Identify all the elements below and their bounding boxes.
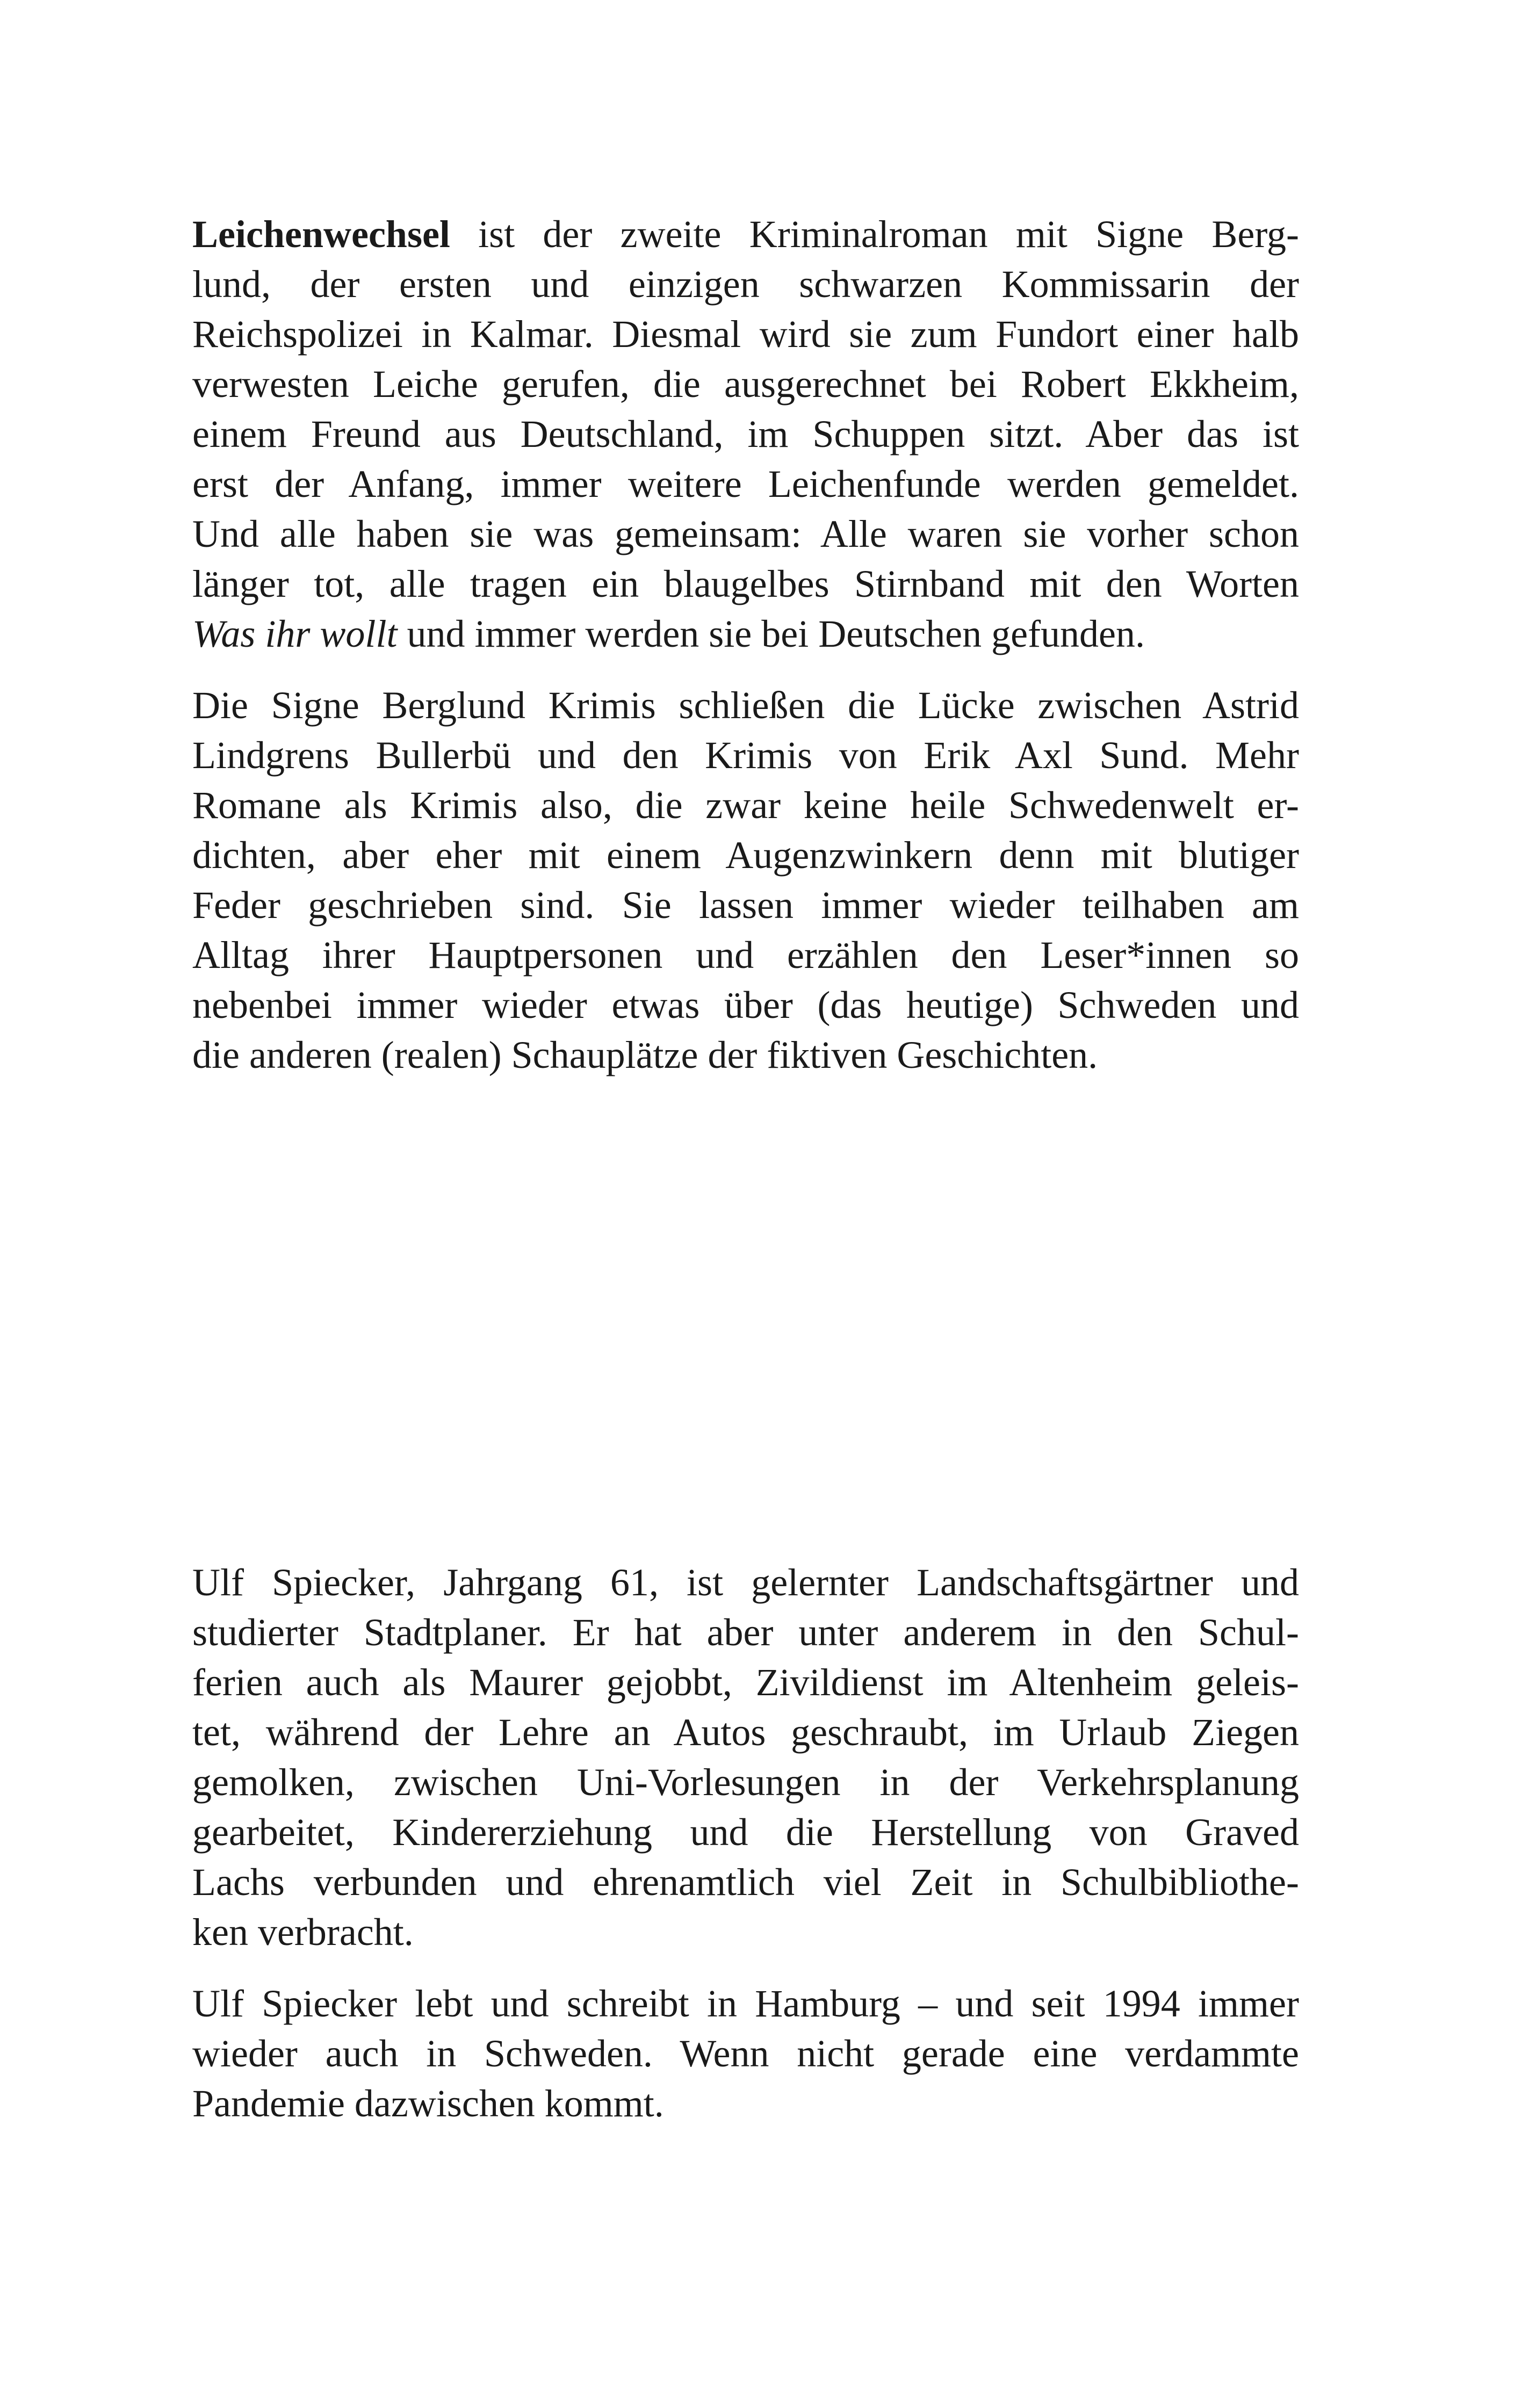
text-line: einem Freund aus Deutschland, im Schuppen sitzt. Aber das ist [192, 413, 1299, 455]
text-line: Ulf Spiecker, Jahrgang 61, ist gelernter Landschaftsgärtner und [192, 1561, 1299, 1604]
text-line: Pandemie dazwischen kommt. [192, 2082, 664, 2125]
text-line: Lindgrens Bullerbü und den Krimis von Erik Axl Sund. Mehr [192, 734, 1299, 777]
text-line: studierter Stadtplaner. Er hat aber unter anderem in den Schul- [192, 1611, 1299, 1654]
text-line: Romane als Krimis also, die zwar keine heile Schwedenwelt er- [192, 784, 1299, 827]
text-line: Feder geschrieben sind. Sie lassen immer wieder teilhaben am [192, 884, 1299, 927]
text-line: verwesten Leiche gerufen, die ausgerechnet bei Robert Ekkheim, [192, 363, 1299, 406]
book-title: Leichenwechsel [192, 213, 450, 256]
text-line: Alltag ihrer Hauptpersonen und erzählen den Leser*innen so [192, 934, 1299, 977]
bio-paragraph-1 [192, 1558, 1299, 1957]
text-line: länger tot, alle tragen ein blaugelbes Stirnband mit den Worten [192, 562, 1299, 605]
text-line: nebenbei immer wieder etwas über (das heutige) Schweden und [192, 984, 1299, 1026]
text-line: tet, während der Lehre an Autos geschraubt, im Urlaub Ziegen [192, 1711, 1299, 1754]
text-line: Die Signe Berglund Krimis schließen die Lücke zwischen Astrid [192, 684, 1299, 727]
book-blurb [192, 209, 1299, 1102]
text-line: ken verbracht. [192, 1911, 414, 1954]
text-line: dichten, aber eher mit einem Augenzwinkern denn mit blutiger [192, 834, 1299, 877]
text-line: lund, der ersten und einzigen schwarzen Kommissarin der [192, 263, 1299, 306]
text-line: die anderen (realen) Schauplätze der fiktiven Geschichten. [192, 1033, 1098, 1076]
blurb-paragraph-1 [192, 209, 1299, 659]
text-line: Und alle haben sie was gemeinsam: Alle waren sie vorher schon [192, 512, 1299, 555]
text-line: Leichenwechsel ist der zweite Kriminalroman mit Signe Berg- [192, 213, 1299, 256]
text-line: erst der Anfang, immer weitere Leichenfunde werden gemeldet. [192, 462, 1299, 505]
text-line: Ulf Spiecker lebt und schreibt in Hamburg – und seit 1994 immer [192, 1982, 1299, 2025]
text-line: gemolken, zwischen Uni-Vorlesungen in der Verkehrsplanung [192, 1761, 1299, 1804]
blurb-paragraph-2 [192, 681, 1299, 1080]
author-bio [192, 1558, 1299, 2150]
text-line: ferien auch als Maurer gejobbt, Zivildienst im Altenheim geleis- [192, 1661, 1299, 1704]
text-line: Reichspolizei in Kalmar. Diesmal wird sie zum Fundort einer halb [192, 313, 1299, 356]
text-line: gearbeitet, Kindererziehung und die Herstellung von Graved [192, 1811, 1299, 1854]
text-line: Lachs verbunden und ehrenamtlich viel Zeit in Schulbibliothe- [192, 1861, 1299, 1904]
italic-quote: Was ihr wollt [192, 612, 398, 655]
text-line: wieder auch in Schweden. Wenn nicht gerade eine verdammte [192, 2032, 1299, 2075]
text-line: Was ihr wollt und immer werden sie bei Deutschen gefunden. [192, 612, 1145, 655]
bio-paragraph-2 [192, 1979, 1299, 2129]
